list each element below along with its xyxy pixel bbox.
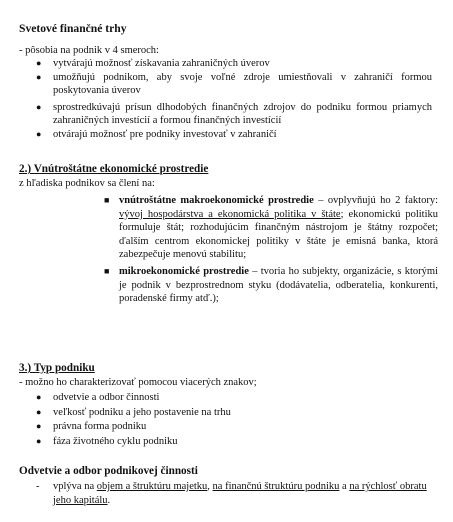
bullet-icon: ● [36, 421, 42, 432]
section3-list [36, 391, 432, 449]
page-title: Svetové finančné trhy [19, 22, 127, 35]
bullet-icon: ● [36, 101, 42, 112]
list-item: ■ vnútroštátne makroekonomické prostredie – ovplyvňujú ho 2 faktory: vývoj hospodárstva a ekonomická politika v štáte; ekonomickú politiku formuluje štát; rozhodujúcim finančným nástrojom je štátny rozpočet; ďalším centrom ekonomickej politiky v štáte je emisná banka, ktorá zabezpečuje menovú stabilitu; [104, 195, 439, 261]
section1-list [36, 57, 432, 142]
bullet-icon: ■ [104, 265, 110, 276]
list-item: ■ mikroekonomické prostredie – tvoria ho subjekty, organizácie, s ktorými je podnik v bezprostrednom styku (dodávatelia, odberatelia, konkurenti, poradenské firmy atď.); [104, 265, 438, 305]
list-item: ● otvárajú možnosť pre podniky investovať v zahraničí [36, 128, 277, 140]
bullet-icon: ● [36, 406, 42, 417]
section3-heading: 3.) Typ podniku [19, 362, 95, 374]
list-item: ● odvetvie a odbor činnosti [36, 392, 160, 403]
list-item: ● veľkosť podniku a jeho postavenie na trhu [36, 406, 231, 418]
bullet-icon: ● [36, 71, 42, 82]
list-item: ● právna forma podniku [36, 421, 147, 433]
dash-marker: - [36, 481, 40, 492]
bullet-icon: ● [36, 58, 42, 68]
list-item: ● sprostredkúvajú prísun dlhodobých finančných zdrojov do podniku formou priamych zahraničných investícií a formou finančných investícií [36, 101, 432, 127]
section2-heading: 2.) Vnútroštátne ekonomické prostredie [19, 163, 209, 175]
list-item: ● umožňujú podnikom, aby svoje voľné zdroje umiestňovali v zahraničí formou poskytovania úverov [36, 71, 432, 97]
section3-intro: - možno ho charakterizovať pomocou viacerých znakov; [19, 377, 257, 388]
bullet-icon: ● [36, 435, 42, 446]
bullet-icon: ■ [104, 195, 110, 205]
section4-paragraph: - vplýva na objem a štruktúru majetku, na finančnú štruktúru podniku a na rýchlosť obratu jeho kapitálu. [36, 481, 427, 506]
list-item: ● fáza životného cyklu podniku [36, 435, 178, 447]
section4-heading: Odvetvie a odbor podnikovej činnosti [19, 465, 198, 477]
section2-list [104, 194, 438, 306]
bullet-icon: ● [36, 128, 42, 139]
list-item: ● vytvárajú možnosť získavania zahraničných úverov [36, 58, 270, 69]
section1-intro: - pôsobia na podnik v 4 smeroch: [19, 45, 159, 56]
section2-intro: z hľadiska podnikov sa člení na: [19, 178, 155, 189]
bullet-icon: ● [36, 392, 42, 402]
